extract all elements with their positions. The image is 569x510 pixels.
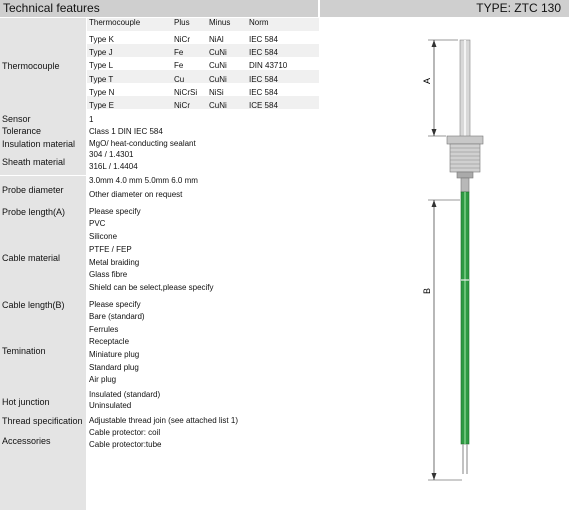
spec-label: Probe length(A) — [0, 205, 86, 219]
spec-line: Ferrules — [89, 324, 119, 334]
page-title: Technical features — [3, 1, 100, 15]
spec-label: Cable material — [0, 219, 86, 298]
spec-value — [87, 298, 319, 312]
probe-sheath — [460, 40, 470, 140]
tc-cell: Type K — [89, 35, 114, 44]
tc-cell: DIN 43710 — [249, 61, 288, 71]
tc-cell: IEC 584 — [249, 48, 278, 58]
spec-value — [87, 125, 319, 138]
spec-value — [87, 150, 319, 175]
spec-line: Please specify — [89, 300, 141, 309]
spec-line: 316L / 1.4404 — [89, 161, 138, 171]
spec-value — [87, 114, 319, 125]
spec-line: Uninsulated — [89, 401, 132, 410]
tc-cell: NiAl — [209, 35, 224, 44]
spec-line: Cable protector: coil — [89, 428, 161, 437]
tc-cell: Type E — [89, 101, 114, 110]
tc-cell: IEC 584 — [249, 74, 278, 84]
spec-line: Air plug — [89, 375, 117, 385]
spec-label: Insulation material — [0, 138, 86, 150]
tc-cell: Fe — [174, 61, 184, 71]
spec-label: Cable length(B) — [0, 298, 86, 312]
wire-ends — [463, 444, 467, 474]
thermocouple-drawing — [320, 18, 565, 498]
spec-line: 304 / 1.4301 — [89, 150, 134, 159]
spec-line: Please specify — [89, 207, 141, 216]
tc-column-header: Norm — [249, 18, 269, 27]
spec-label: Accessories — [0, 428, 86, 454]
spec-line: Class 1 DIN IEC 584 — [89, 126, 163, 136]
spec-value — [87, 428, 319, 454]
tc-cell: IEC 584 — [249, 87, 278, 97]
spec-line: Other diameter on request — [89, 189, 183, 199]
tc-cell: NiCr — [174, 35, 190, 44]
dimension-a-label: A — [422, 77, 432, 84]
spec-value — [87, 138, 319, 150]
spec-line: Silicone — [89, 231, 118, 241]
spec-value — [87, 414, 319, 428]
dimension-b — [422, 200, 462, 480]
spec-line: Insulated (standard) — [89, 390, 161, 399]
tc-cell: Fe — [174, 48, 184, 58]
spec-line: Receptacle — [89, 337, 130, 347]
tc-cell: Type J — [89, 48, 113, 58]
spec-label: Sensor — [0, 114, 86, 125]
tc-cell: NiCr — [174, 101, 190, 110]
spec-line: MgO/ heat-conducting sealant — [89, 139, 196, 148]
dimension-b-label: B — [422, 287, 432, 294]
cable-green — [461, 192, 469, 444]
row-stripe — [87, 44, 319, 57]
thread-fitting — [447, 136, 483, 192]
spec-line: Cable protector:tube — [89, 440, 162, 449]
spec-label: Tolerance — [0, 125, 86, 138]
spec-label: Sheath material — [0, 150, 86, 175]
thermocouple-label: Thermocouple — [0, 18, 86, 114]
spec-line: Glass fibre — [89, 270, 128, 280]
spec-label: Temination — [0, 312, 86, 390]
tc-cell: CuNi — [209, 61, 227, 71]
tc-cell: Type N — [89, 87, 115, 97]
header-bar — [0, 0, 569, 17]
tc-cell: NiCrSi — [174, 87, 198, 97]
product-type: TYPE: ZTC 130 — [476, 1, 561, 15]
row-stripe — [87, 70, 319, 83]
spec-filler — [0, 454, 86, 510]
tc-cell: Cu — [174, 74, 185, 84]
spec-line: Adjustable thread join (see attached list 1) — [89, 416, 238, 425]
spec-line: Shield can be select,please specify — [89, 283, 214, 293]
spec-line: PVC — [89, 219, 106, 228]
tc-cell: CuNi — [209, 74, 227, 84]
spec-label: Thread specification — [0, 414, 86, 428]
header-divider — [318, 0, 320, 17]
tc-cell: Type T — [89, 74, 114, 84]
spec-label: Hot junction — [0, 390, 86, 414]
spec-line: Bare (standard) — [89, 312, 145, 321]
spec-value — [87, 390, 319, 414]
spec-line: 1 — [89, 114, 94, 124]
tc-column-header: Minus — [209, 18, 231, 27]
tc-cell: CuNi — [209, 101, 227, 110]
spec-label: Probe diameter — [0, 176, 86, 205]
dimension-a — [422, 40, 458, 136]
spec-line: Metal braiding — [89, 257, 140, 267]
tc-column-header: Plus — [174, 18, 190, 27]
tc-cell: NiSi — [209, 87, 224, 97]
spec-line: Standard plug — [89, 362, 139, 372]
spec-value — [87, 312, 319, 390]
row-stripe — [87, 96, 319, 109]
tc-cell: CuNi — [209, 48, 227, 58]
spec-value — [87, 219, 319, 298]
spec-value — [87, 205, 319, 219]
tc-cell: IEC 584 — [249, 35, 278, 44]
spec-line: PTFE / FEP — [89, 244, 132, 254]
tc-cell: ICE 584 — [249, 101, 278, 110]
tc-cell: Type L — [89, 61, 114, 71]
tc-column-header: Thermocouple — [89, 18, 141, 27]
spec-value — [87, 176, 319, 205]
spec-line: Miniature plug — [89, 350, 140, 359]
spec-line: 3.0mm 4.0 mm 5.0mm 6.0 mm — [89, 176, 198, 185]
